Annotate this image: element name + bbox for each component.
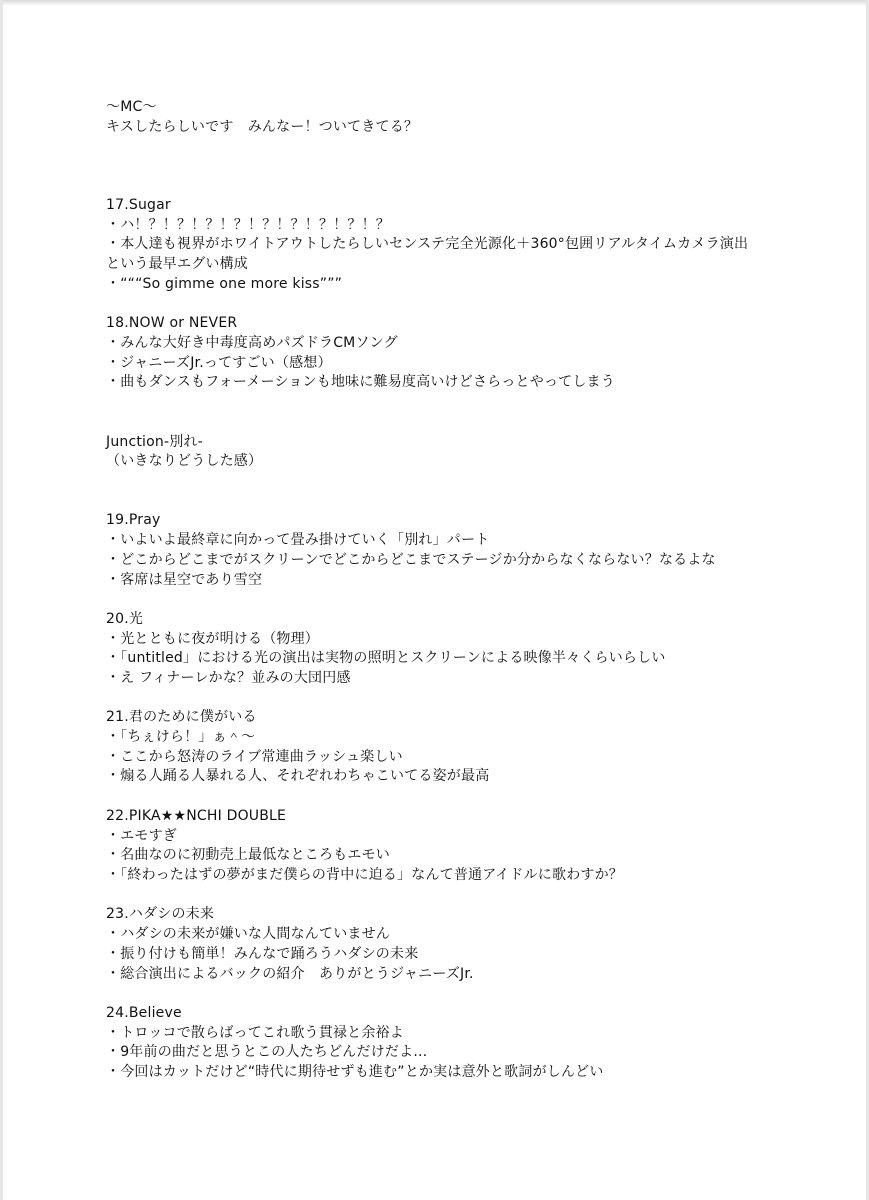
list-item: ・9年前の曲だと思うとこの人たちどんだけだよ… (106, 1044, 428, 1060)
list-item: ・トロッコで散らばってこれ歌う貫禄と余裕よ (106, 1025, 404, 1041)
section-title-junction: Junction-別れ- (106, 434, 203, 450)
section-title-24: 24.Believe (106, 1005, 182, 1021)
list-item: ・振り付けも簡単！みんなで踊ろうハダシの未来 (106, 946, 419, 962)
list-item: ・ハダシの未来が嫌いな人間なんていません (106, 926, 390, 942)
section-title-20: 20.光 (106, 611, 144, 627)
list-item: ・どこからどこまでがスクリーンでどこからどこまでステージか分からなくならない？なるよな (106, 552, 716, 568)
list-item: ・本人達も視界がホワイトアウトしたらしいセンステ完全光源化＋360°包囲リアルタイムカメラ演出 (106, 236, 749, 252)
section-title-17: 17.Sugar (106, 197, 171, 213)
list-item: ・曲もダンスもフォーメーションも地味に難易度高いけどさらっとやってしまう (106, 374, 615, 390)
section-title-18: 18.NOW or NEVER (106, 315, 238, 331)
list-item: ・今回はカットだけど“時代に期待せずも進む”とか実は意外と歌詞がしんどい (106, 1064, 604, 1080)
junction-text: （いきなりどうした感） (106, 453, 263, 469)
list-item: ・名曲なのに初動売上最低なところもエモい (106, 847, 390, 863)
section-title-mc: 〜MC〜 (106, 99, 157, 115)
page-left-edge (0, 0, 3, 1200)
list-item: ・総合演出によるバックの紹介 ありがとうジャニーズJr. (106, 966, 474, 982)
list-item: ・“““So gimme one more kiss””” (106, 276, 343, 292)
list-item: ・光とともに夜が明ける（物理） (106, 631, 319, 647)
mc-text: キスしたらしいです みんなー！ついてきてる？ (106, 119, 419, 135)
list-item: ・え フィナーレかな？並みの大団円感 (106, 670, 351, 686)
list-item: ・みんな大好き中毒度高めパズドラCMソング (106, 335, 398, 351)
page-top-edge (0, 0, 869, 6)
list-item: ・「untitled」における光の演出は実物の照明とスクリーンによる映像半々くらいらしい (106, 650, 666, 666)
list-item: ・ジャニーズJr.ってすごい（感想） (106, 355, 332, 371)
list-item: ・煽る人踊る人暴れる人、それぞれわちゃこいてる姿が最高 (106, 768, 490, 784)
list-item: ・ハ！？！？！？！？！？！？！？！？！？ (106, 217, 390, 233)
section-title-22: 22.PIKA★★NCHI DOUBLE (106, 808, 287, 824)
list-item: ・ここから怒涛のライブ常連曲ラッシュ楽しい (106, 749, 403, 765)
list-item: ・エモすぎ (106, 828, 177, 844)
list-item: ・客席は星空であり雪空 (106, 572, 263, 588)
list-item: ・いよいよ最終章に向かって畳み掛けていく「別れ」パート (106, 532, 490, 548)
list-item: という最早エグい構成 (106, 256, 248, 272)
list-item: ・「終わったはずの夢がまだ僕らの背中に迫る」なんて普通アイドルに歌わすか？ (106, 867, 623, 883)
section-title-19: 19.Pray (106, 512, 161, 528)
section-title-23: 23.ハダシの未来 (106, 906, 215, 922)
list-item: ・「ちぇけら！」ぁ＾〜 (106, 729, 256, 745)
section-title-21: 21.君のために僕がいる (106, 709, 257, 725)
